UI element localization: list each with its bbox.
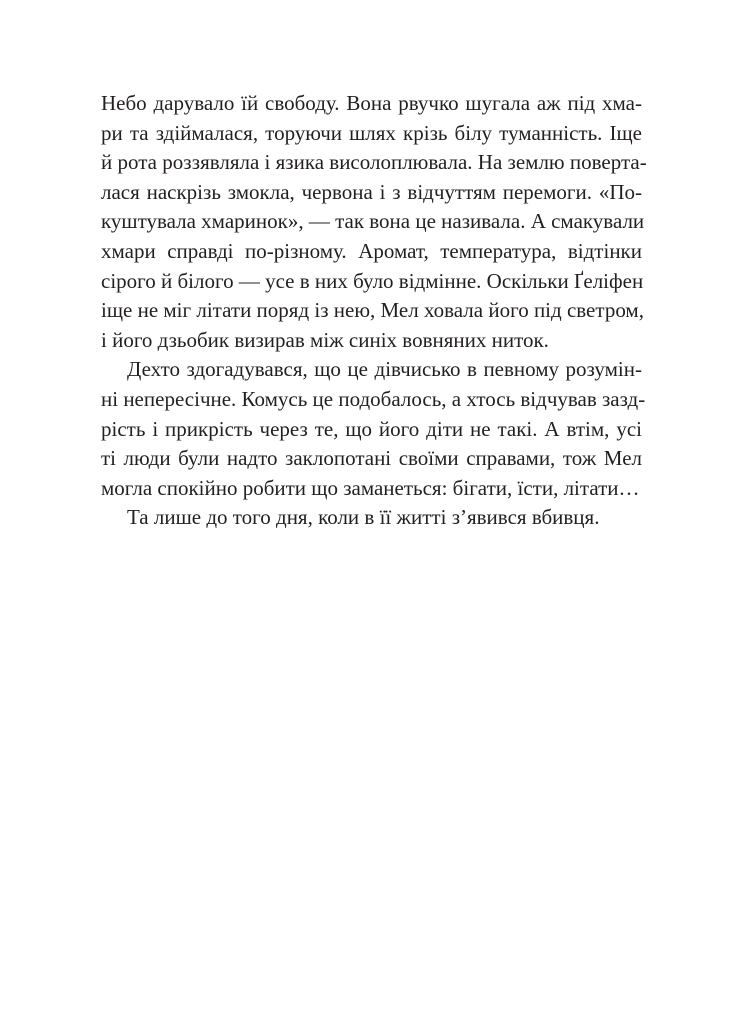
paragraph-1-line-5: куштувала хмаринок», — так вона це називала. А смакували (101, 209, 645, 234)
paragraph-1-line-1: Небо дарувало їй свободу. Вона рвучко шугала аж під хма- (101, 91, 642, 115)
paragraph-2-line-2: ні непересічне. Комусь це подобалось, а хтось відчував зазд- (101, 386, 646, 411)
paragraph-1-line-8: іще не міг літати поряд із нею, Мел ховала його під светром, (101, 298, 644, 323)
paragraph-1-line-7: сірого й білого — усе в них було відмінне. Оскільки Ґеліфен (101, 268, 644, 293)
paragraph-1-line-3: й рота роззявляла і язика висолоплювала. На землю поверта- (101, 150, 647, 175)
paragraph-1-line-4: лася наскрізь змокла, червона і з відчуттям перемоги. «По- (101, 179, 642, 204)
paragraph-2-line-4: ті люди були надто заклопотані своїми справами, тож Мел (101, 446, 642, 471)
body-text (101, 89, 647, 533)
paragraph-2-line-3: рість і прикрість через те, що його діти не такі. А втім, усі (101, 416, 642, 441)
paragraph-2-line-5: могла спокійно робити що заманеться: бігати, їсти, літати… (101, 475, 640, 500)
paragraph-3-line-1: Та лише до того дня, коли в її житті з’явився вбивця. (127, 505, 600, 530)
paragraph-1-line-6: хмари справді по-різному. Аромат, температура, відтінки (101, 238, 642, 263)
paragraph-2-line-1: Дехто здогадувався, що це дівчисько в певному розумін- (127, 357, 642, 382)
paragraph-1-line-9: і його дзьобик визирав між синіх вовняних ниток. (101, 327, 549, 352)
paragraph-1-line-2: ри та здіймалася, торуючи шлях крізь білу туманність. Іще (101, 120, 642, 145)
